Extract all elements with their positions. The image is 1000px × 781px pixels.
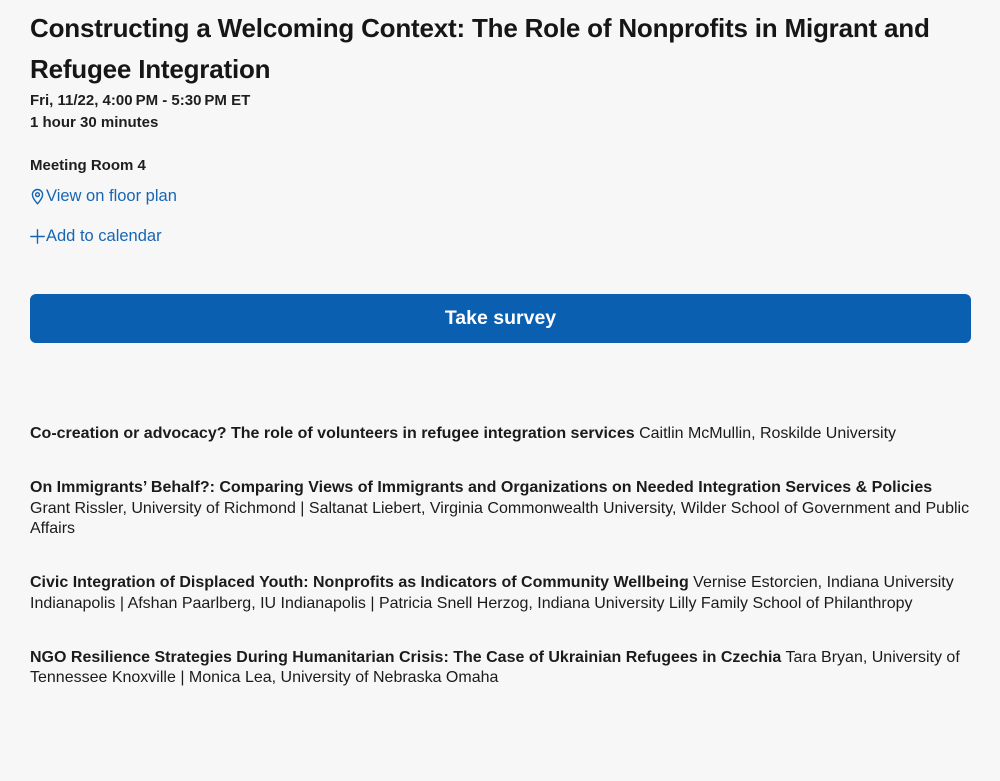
paper-title: On Immigrants’ Behalf?: Comparing Views of Immigrants and Organizations on Needed Integration Services & Policies (30, 479, 933, 496)
paper-authors: Caitlin McMullin, Roskilde University (639, 425, 897, 442)
location-pin-icon (30, 188, 46, 205)
add-to-calendar-label: Add to calendar (46, 227, 162, 245)
paper-title: Civic Integration of Displaced Youth: Nonprofits as Indicators of Community Wellbeing (30, 574, 689, 591)
paper-item (30, 478, 971, 540)
session-title: Constructing a Welcoming Context: The Role of Nonprofits in Migrant and Refugee Integration (30, 13, 930, 84)
session-datetime: Fri, 11/22, 4:00 PM - 5:30 PM ET (30, 92, 251, 109)
paper-authors: Vernise Estorcien, Indiana University Indianapolis | Afshan Paarlberg, IU Indianapolis | Patricia Snell Herzog, Indiana University Lilly Family School of Philanthropy (30, 574, 954, 612)
paper-list (30, 424, 971, 689)
paper-authors: Grant Rissler, University of Richmond | Saltanat Liebert, Virginia Commonwealth University, Wilder School of Government and Public Affairs (30, 499, 970, 537)
paper-item (30, 573, 971, 614)
paper-title: Co-creation or advocacy? The role of volunteers in refugee integration services (30, 425, 635, 442)
paper-item (30, 424, 971, 445)
paper-title: NGO Resilience Strategies During Humanitarian Crisis: The Case of Ukrainian Refugees in Czechia (30, 648, 782, 666)
session-room: Meeting Room 4 (30, 157, 146, 174)
view-floor-plan-link[interactable] (30, 185, 177, 207)
view-floor-plan-label: View on floor plan (46, 187, 177, 205)
add-to-calendar-link[interactable] (30, 225, 162, 247)
session-detail (30, 0, 971, 722)
take-survey-button[interactable]: Take survey (30, 294, 971, 343)
plus-icon (30, 228, 46, 245)
session-duration: 1 hour 30 minutes (30, 114, 159, 131)
paper-authors: Tara Bryan, University of Tennessee Knoxville | Monica Lea, University of Nebraska Omaha (30, 648, 960, 686)
paper-item (30, 648, 971, 689)
